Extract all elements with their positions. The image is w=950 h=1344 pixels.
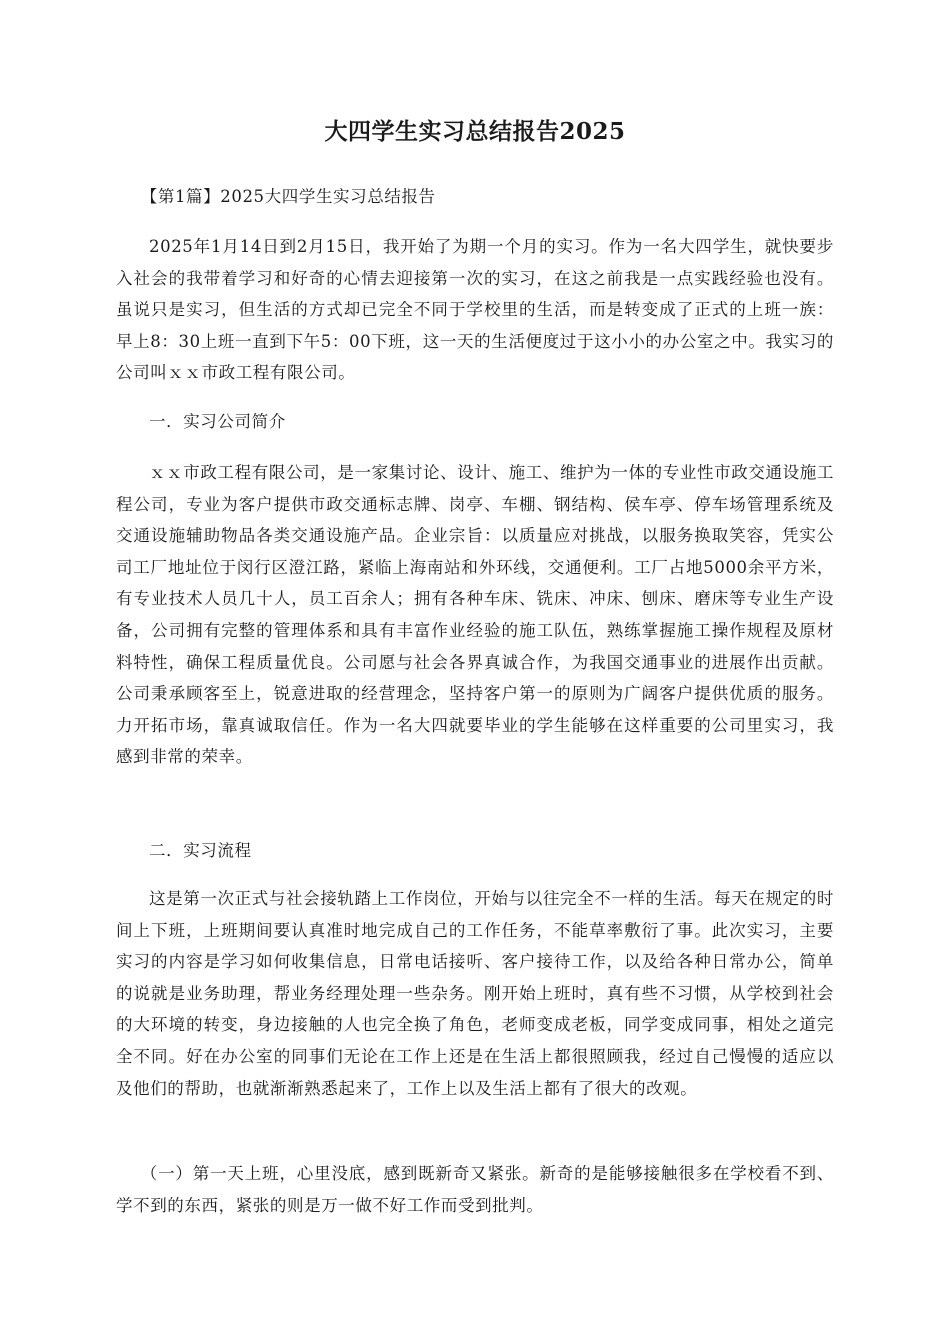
section-heading-company-profile: 一．实习公司简介 — [149, 412, 286, 431]
paragraph-intro: 2025年1月14日到2月15日，我开始了为期一个月的实习。作为一名大四学生，就快要步入社会的我带着学习和好奇的心情去迎接第一次的实习，在这之前我是一点实践经验也没有。虽说只是实习，但生活的方式却已完全不同于学校里的生活，而是转变成了正式的上班一族：早上8：30上班一直到下午5：00下班，这一天的生活便度过于这小小的办公室之中。我实习的公司叫ｘｘ市政工程有限公司。 — [116, 237, 834, 383]
article-label: 【第1篇】2025大四学生实习总结报告 — [140, 187, 436, 206]
section-heading-internship-process: 二．实习流程 — [149, 841, 252, 860]
document-title: 大四学生实习总结报告2025 — [324, 118, 626, 145]
paragraph-internship-process: 这是第一次正式与社会接轨踏上工作岗位，开始与以往完全不一样的生活。每天在规定的时间上下班，上班期间要认真准时地完成自己的工作任务，不能草率敷衍了事。此次实习，主要实习的内容是学习如何收集信息，日常电话接听、客户接待工作，以及给各种日常办公，简单的说就是业务助理，帮业务经理处理一些杂务。刚开始上班时，真有些不习惯，从学校到社会的大环境的转变，身边接触的人也完全换了角色，老师变成老板，同学变成同事，相处之道完全不同。好在办公室的同事们无论在工作上还是在生活上都很照顾我，经过自己慢慢的适应以及他们的帮助，也就渐渐熟悉起来了，工作上以及生活上都有了很大的改观。 — [116, 889, 834, 1098]
paragraph-company-profile: ｘｘ市政工程有限公司，是一家集讨论、设计、施工、维护为一体的专业性市政交通设施工程公司，专业为客户提供市政交通标志牌、岗亭、车棚、钢结构、侯车亭、停车场管理系统及交通设施辅助物品各类交通设施产品。企业宗旨：以质量应对挑战，以服务换取笑容，凭实公司工厂地址位于闵行区澄江路，紧临上海南站和外环线，交通便利。工厂占地5000余平方米，有专业技术人员几十人，员工百余人；拥有各种车床、铣床、冲床、刨床、磨床等专业生产设备，公司拥有完整的管理体系和具有丰富作业经验的施工队伍，熟练掌握施工操作规程及原材料特性，确保工程质量优良。公司愿与社会各界真诚合作，为我国交通事业的进展作出贡献。公司秉承顾客至上，锐意进取的经营理念，坚持客户第一的原则为广阔客户提供优质的服务。力开拓市场，靠真诚取信任。作为一名大四就要毕业的学生能够在这样重要的公司里实习，我感到非常的荣幸。 — [116, 463, 834, 767]
paragraph-first-day: （一）第一天上班，心里没底，感到既新奇又紧张。新奇的是能够接触很多在学校看不到、学不到的东西，紧张的则是万一做不好工作而受到批判。 — [116, 1164, 834, 1215]
